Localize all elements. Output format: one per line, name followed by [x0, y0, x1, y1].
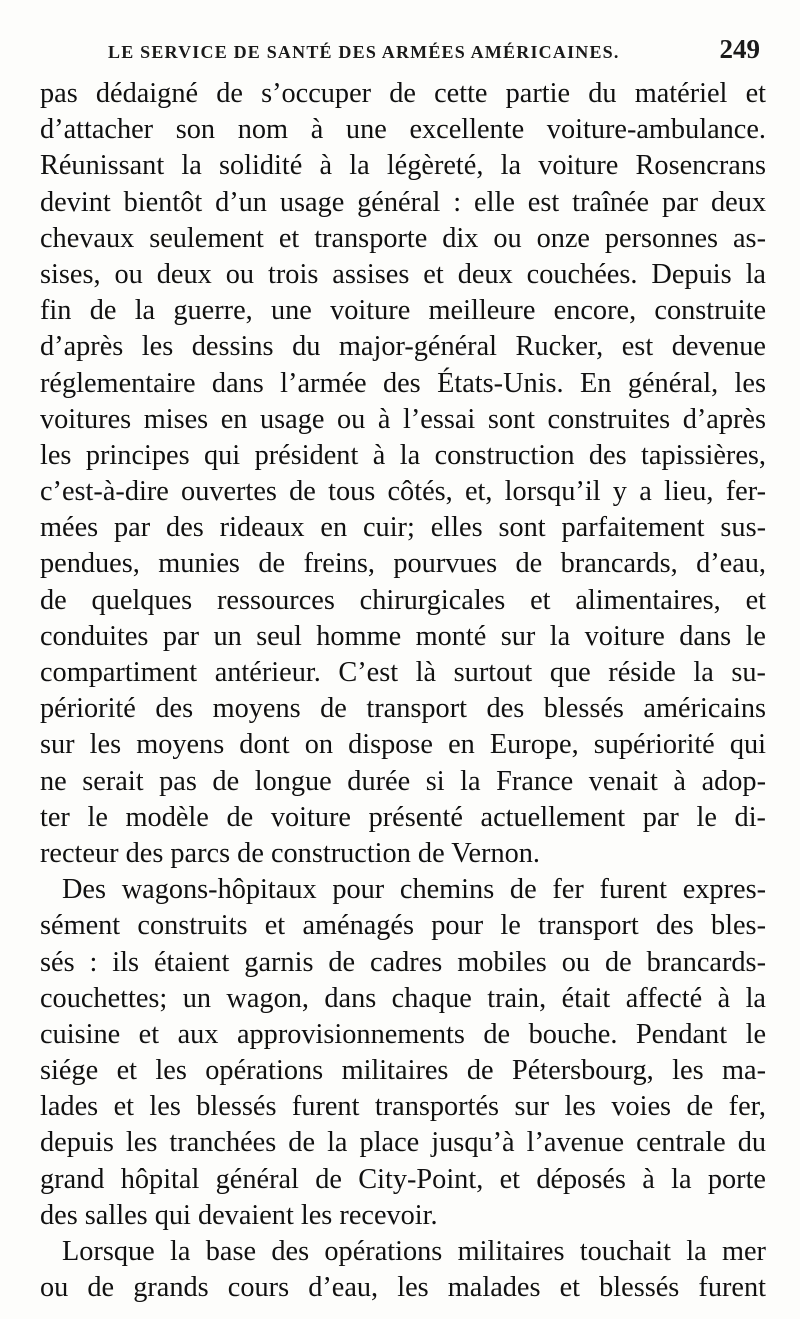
text-line: recteur des parcs de construction de Vernon. [40, 837, 540, 869]
text-line: voitures mises en usage ou à l’essai sont construites d’après [40, 403, 766, 435]
text-line: siége et les opérations militaires de Pétersbourg, les ma- [40, 1055, 766, 1087]
text-line: Des wagons-hôpitaux pour chemins de fer furent expres- [62, 874, 766, 906]
text-line: sises, ou deux ou trois assises et deux couchées. Depuis la [40, 258, 766, 290]
text-line: ne serait pas de longue durée si la France venait à adop- [40, 765, 766, 797]
text-line: ou de grands cours d’eau, les malades et blessés furent [40, 1272, 766, 1304]
text-line: Réunissant la solidité à la légèreté, la voiture Rosencrans [40, 150, 766, 182]
paragraph [40, 1234, 766, 1306]
running-head [108, 34, 768, 66]
text-line: les principes qui président à la construction des tapissières, [40, 439, 766, 471]
text-line: mées par des rideaux en cuir; elles sont parfaitement sus- [40, 512, 766, 544]
text-line: d’après les dessins du major-général Rucker, est devenue [40, 331, 766, 363]
text-line: conduites par un seul homme monté sur la voiture dans le [40, 620, 766, 652]
paragraph [40, 872, 766, 1234]
text-line: pas dédaigné de s’occuper de cette partie du matériel et [40, 78, 766, 109]
text-line: fin de la guerre, une voiture meilleure encore, construite [40, 295, 766, 327]
text-line: périorité des moyens de transport des blessés américains [40, 693, 766, 725]
text-line: sément construits et aménagés pour le transport des bles- [40, 910, 766, 942]
text-line: c’est-à-dire ouvertes de tous côtés, et, lorsqu’il y a lieu, fer- [40, 476, 766, 508]
text-line: depuis les tranchées de la place jusqu’à l’avenue centrale du [40, 1127, 766, 1159]
text-line: lades et les blessés furent transportés sur les voies de fer, [40, 1091, 766, 1123]
body-text [40, 76, 766, 1306]
text-line: couchettes; un wagon, dans chaque train, était affecté à la [40, 982, 766, 1014]
text-line: ter le modèle de voiture présenté actuellement par le di- [40, 801, 766, 833]
text-line: chevaux seulement et transporte dix ou onze personnes as- [40, 222, 766, 254]
text-line: sur les moyens dont on dispose en Europe, supériorité qui [40, 729, 766, 761]
paragraph [40, 76, 766, 872]
text-line: devint bientôt d’un usage général : elle est traînée par deux [40, 186, 766, 218]
text-line: de quelques ressources chirurgicales et alimentaires, et [40, 584, 766, 616]
page-number: 249 [719, 34, 760, 64]
running-title: LE SERVICE DE SANTÉ DES ARMÉES AMÉRICAINES. [108, 42, 620, 62]
text-line: cuisine et aux approvisionnements de bouche. Pendant le [40, 1018, 766, 1050]
text-line: d’attacher son nom à une excellente voiture-ambulance. [40, 114, 766, 146]
text-line: Lorsque la base des opérations militaires touchait la mer [62, 1236, 766, 1267]
text-line: des salles qui devaient les recevoir. [40, 1199, 438, 1231]
text-line: grand hôpital général de City-Point, et déposés à la porte [40, 1163, 766, 1195]
text-line: compartiment antérieur. C’est là surtout que réside la su- [40, 657, 766, 688]
text-line: sés : ils étaient garnis de cadres mobiles ou de brancards- [40, 946, 766, 978]
text-line: réglementaire dans l’armée des États-Unis. En général, les [40, 367, 766, 399]
text-line: pendues, munies de freins, pourvues de brancards, d’eau, [40, 548, 766, 580]
